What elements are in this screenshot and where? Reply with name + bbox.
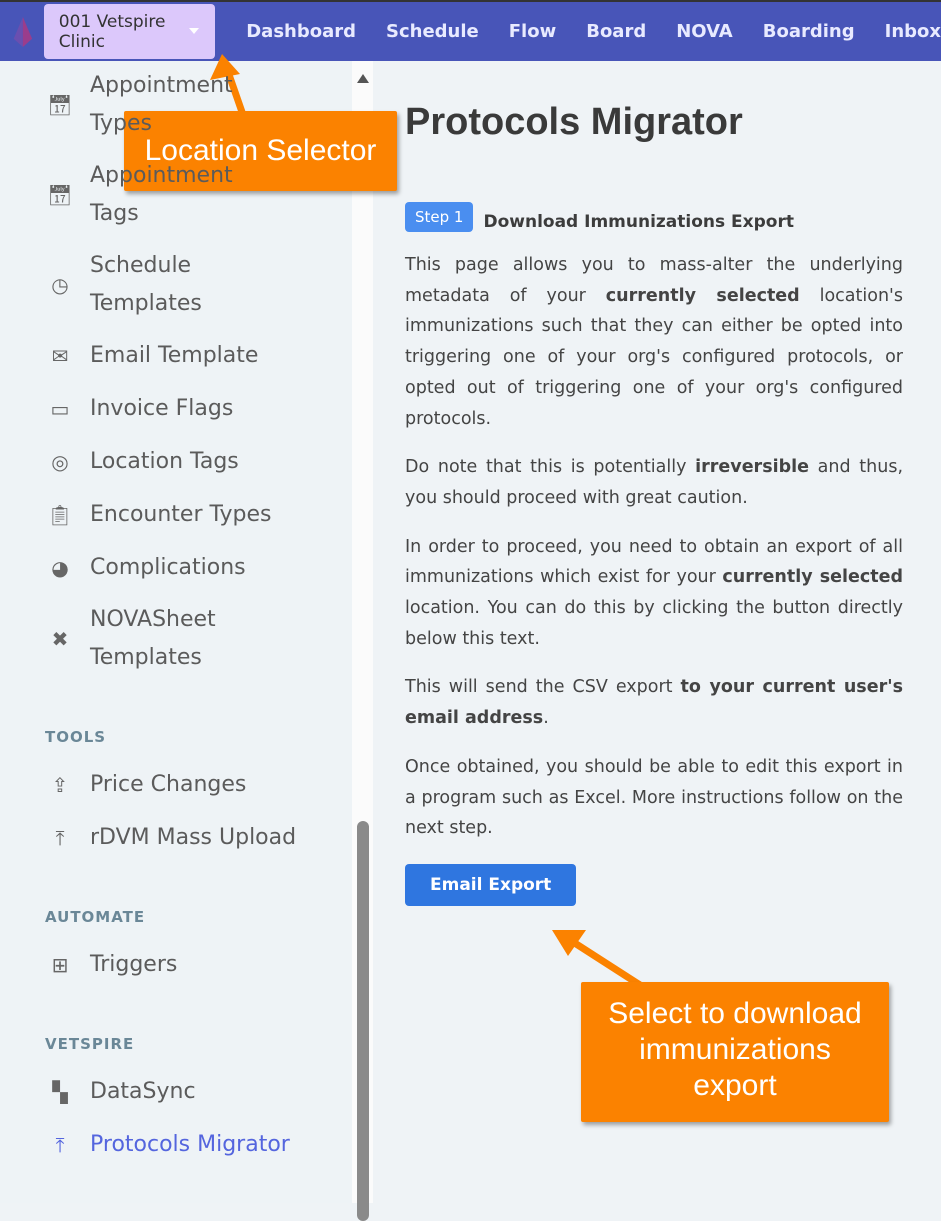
next-step-paragraph: Once obtained, you should be able to edit this export in a program such as Excel. More instructions follow on the next step. <box>405 756 903 839</box>
page-title: Protocols Migrator <box>405 101 743 143</box>
sidebar-item-label: Invoice Flags <box>90 396 234 421</box>
text: In order to proceed, you need to obtain an export of all immunizations which exist for your <box>405 536 903 588</box>
pie-icon: ◕ <box>51 556 69 580</box>
nav-inbox[interactable]: Inbox <box>884 21 941 42</box>
text: This will send the CSV export <box>405 677 681 698</box>
arrow-icon <box>552 930 640 985</box>
sidebar-item-label: Email Template <box>90 343 259 368</box>
sitemap-icon: ▚ <box>52 1080 68 1104</box>
location-selector-callout: Location Selector <box>124 111 397 191</box>
email-export-callout: Select to download immunizations export <box>581 982 889 1122</box>
nav-dashboard[interactable]: Dashboard <box>246 21 357 42</box>
step-title: Download Immunizations Export <box>483 212 794 232</box>
text-bold: currently selected <box>722 567 903 588</box>
text-bold: irreversible <box>695 457 810 478</box>
section-automate: AUTOMATE <box>45 908 146 926</box>
sidebar-item-label: Triggers <box>90 952 178 977</box>
sidebar-item-label: NOVASheet Templates <box>90 607 216 670</box>
target-icon: ◎ <box>51 450 69 474</box>
sidebar-item-label: DataSync <box>90 1079 196 1104</box>
nav-nova[interactable]: NOVA <box>676 21 733 42</box>
sidebar-item-label: rDVM Mass Upload <box>90 825 297 850</box>
upload-icon: ⤒ <box>55 1133 65 1157</box>
sidebar-item-label: Encounter Types <box>90 502 272 527</box>
sidebar-item-label: Price Changes <box>90 772 247 797</box>
section-vetspire: VETSPIRE <box>45 1035 135 1053</box>
credit-card-icon: ▭ <box>50 397 70 421</box>
nav-schedule[interactable]: Schedule <box>386 21 479 42</box>
location-selector-value: 001 Vetspire Clinic <box>58 11 166 52</box>
calendar-icon: 📅︎ <box>47 93 73 117</box>
text: . <box>543 708 549 729</box>
text: Do note that this is potentially <box>405 457 696 478</box>
monitor-plus-icon: ⊞ <box>51 953 69 977</box>
upload-icon: ⤒ <box>55 826 65 850</box>
upload-box-icon: ⇪ <box>51 773 69 797</box>
nav-flow[interactable]: Flow <box>508 21 557 42</box>
section-tools: TOOLS <box>45 728 107 746</box>
text-bold: to your current user's email address <box>405 677 903 729</box>
sidebar-item-label: Complications <box>90 555 246 580</box>
email-export-button[interactable]: Email Export <box>405 864 576 906</box>
mail-icon: ✉ <box>51 344 69 368</box>
step-badge: Step 1 <box>405 202 473 232</box>
bandage-icon: ✖ <box>51 627 69 651</box>
clipboard-icon: 📋︎ <box>47 503 73 527</box>
nav-boarding[interactable]: Boarding <box>762 21 855 42</box>
sidebar-item-label: Appointment Types <box>90 73 233 136</box>
text-bold: currently selected <box>605 285 800 306</box>
text: and thus, you should proceed with great caution. <box>405 457 904 508</box>
text: location's immunizations such that they can either be opted into triggering one of your org's configured protocols, or opted out of triggering one of your org's configured protocols. <box>405 285 903 429</box>
sidebar-item-label: Location Tags <box>90 449 239 474</box>
sidebar-item-label: Protocols Migrator <box>90 1132 290 1157</box>
sidebar-item-label: Schedule Templates <box>90 253 202 316</box>
sidebar-item-label: Appointment Tags <box>90 163 233 226</box>
calendar-icon: 📅︎ <box>47 183 73 207</box>
clock-icon: ◷ <box>51 273 69 297</box>
text: location. You can do this by clicking the button directly below this text. <box>405 598 903 649</box>
nav-board[interactable]: Board <box>586 21 647 42</box>
text: This page allows you to mass-alter the underlying metadata of your <box>405 255 903 306</box>
